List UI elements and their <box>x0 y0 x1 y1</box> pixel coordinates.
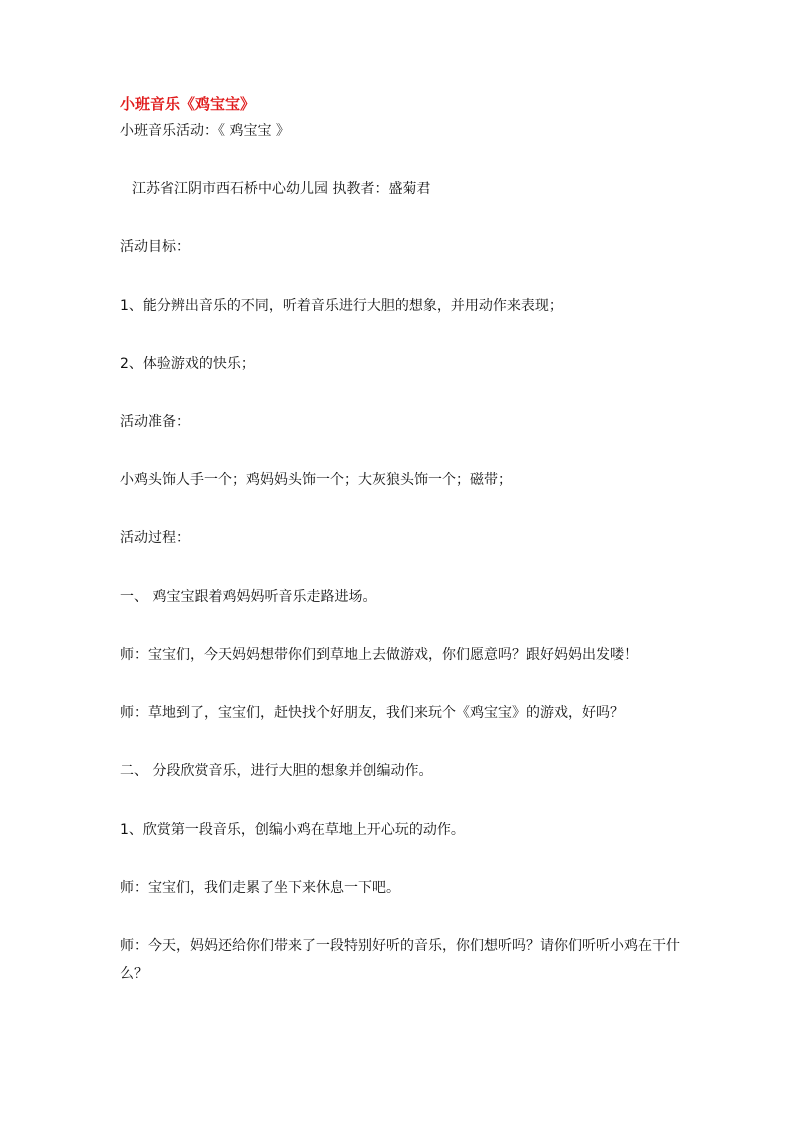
teacher-line-3: 师：宝宝们，我们走累了坐下来休息一下吧。 <box>120 880 400 896</box>
document-title: 小班音乐《鸡宝宝》 <box>120 95 256 113</box>
goals-heading: 活动目标： <box>120 239 190 255</box>
process-heading: 活动过程： <box>120 530 190 546</box>
step-2: 二、 分段欣赏音乐，进行大胆的想象并创编动作。 <box>120 763 433 779</box>
sub-step-1: 1、欣赏第一段音乐，创编小鸡在草地上开心玩的动作。 <box>120 822 465 838</box>
document-subtitle: 小班音乐活动：《 鸡宝宝 》 <box>120 123 290 139</box>
prep-heading: 活动准备： <box>120 414 190 430</box>
prep-items: 小鸡头饰人手一个；鸡妈妈头饰一个；大灰狼头饰一个；磁带； <box>120 472 512 488</box>
goal-2: 2、体验游戏的快乐； <box>120 356 255 372</box>
teacher-line-1: 师：宝宝们，今天妈妈想带你们到草地上去做游戏，你们愿意吗？跟好妈妈出发喽！ <box>120 647 638 663</box>
teacher-line-4: 师：今天，妈妈还给你们带来了一段特别好听的音乐，你们想听吗？请你们听听小鸡在干什么？ <box>120 938 680 982</box>
step-1: 一、 鸡宝宝跟着鸡妈妈听音乐走路进场。 <box>120 589 377 605</box>
teacher-line-2: 师：草地到了，宝宝们，赶快找个好朋友，我们来玩个《鸡宝宝》的游戏，好吗？ <box>120 705 624 721</box>
author-line: 江苏省江阴市西石桥中心幼儿园 执教者：盛菊君 <box>132 181 431 197</box>
goal-1: 1、能分辨出音乐的不同，听着音乐进行大胆的想象，并用动作来表现； <box>120 298 563 314</box>
